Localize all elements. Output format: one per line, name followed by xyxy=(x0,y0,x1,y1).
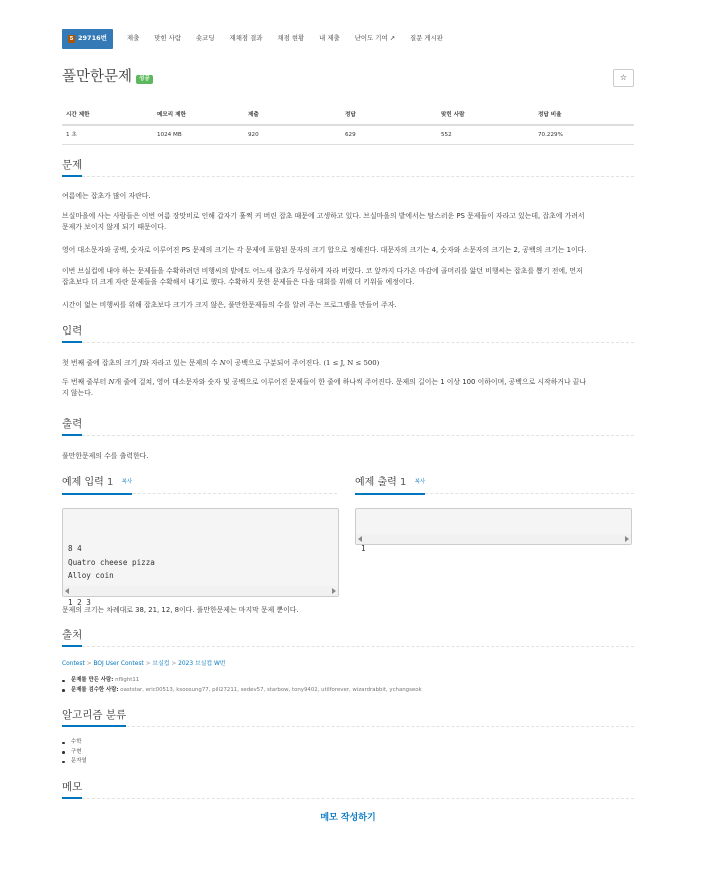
description-paragraph: 영어 대소문자와 공백, 숫자로 이루어진 PS 문제의 크기는 각 문제에 포함된 문자의 크기 합으로 정해진다. 대문자의 크기는 4, 숫자와 소문자의 크기는 2, 공백의 크기는 1이다. xyxy=(62,246,587,254)
sample-output-label: 예제 출력 xyxy=(355,477,397,488)
section-divider xyxy=(62,435,634,436)
sample-output-box[interactable] xyxy=(355,508,632,545)
description-line: 잡초보다 더 크게 자란 문제들을 수확해서 내기로 했다. 수확하지 못한 문제들은 다음 대회를 위해 더 키워둘 예정이다. xyxy=(62,278,415,287)
input-paragraph xyxy=(62,358,634,369)
math-variable: N xyxy=(219,359,226,367)
table-header: 정답 비율 xyxy=(534,106,634,125)
horizontal-scrollbar[interactable] xyxy=(63,586,338,596)
table-cell: 1 초 xyxy=(62,125,153,145)
table-header: 제출 xyxy=(244,106,341,125)
star-icon: ☆ xyxy=(619,73,628,82)
list-item xyxy=(62,686,422,696)
credit-label: 문제를 만든 사람: xyxy=(71,677,114,683)
output-paragraph: 풀만한문제의 수를 출력한다. xyxy=(62,452,149,460)
section-title-algorithms: 알고리즘 분류 xyxy=(62,708,126,727)
reviewer-links[interactable]: oaststar, eric00513, ksoosung77, pill27211, sedev57, starbow, tony9402, utilforever, wizardrabbit, ychangseok xyxy=(120,686,422,693)
credit-label: 문제를 검수한 사람: xyxy=(71,686,119,693)
menu-submit[interactable]: 제출 xyxy=(126,34,140,43)
breadcrumb-link[interactable]: Contest xyxy=(62,661,85,667)
algorithm-tag[interactable]: 문자열 xyxy=(71,758,87,764)
description-line: 문제가 보이지 않게 되기 때문이다. xyxy=(62,223,167,232)
source-credits xyxy=(62,676,422,695)
description-paragraph: 여름에는 잡초가 많이 자란다. xyxy=(62,192,151,200)
input-text: 이 공백으로 구분되어 주어진다. xyxy=(225,359,324,367)
section-divider xyxy=(62,342,634,343)
breadcrumb-separator: > xyxy=(86,661,92,667)
problem-id-tab[interactable] xyxy=(62,29,113,49)
scroll-right-icon[interactable] xyxy=(332,588,336,594)
description-line: 이번 브실컵에 내야 하는 문제들을 수확하려던 비행씨의 밭에도 어느새 잡초가 무성하게 자라 버렸다. 코 앞까지 다가온 마감에 골머리를 앓던 비행씨는 잡초를 뽑기 전에, 먼저 xyxy=(62,267,583,275)
input-text: 두 번째 줄부터 xyxy=(62,378,109,386)
section-divider xyxy=(62,646,634,647)
algorithm-tag[interactable]: 수학 xyxy=(71,739,82,745)
table-header: 맞힌 사람 xyxy=(437,106,534,125)
table-header: 정답 xyxy=(341,106,437,125)
section-divider xyxy=(62,176,634,177)
table-header: 시간 제한 xyxy=(62,106,153,125)
math-constraint: (1 ≤ J, N ≤ 500) xyxy=(323,359,380,367)
menu-rejudge[interactable]: 재채점 결과 xyxy=(229,34,263,43)
section-title-memo: 메모 xyxy=(62,780,82,799)
write-memo-button[interactable]: 메모 작성하기 xyxy=(320,813,376,823)
sample-input-label: 예제 입력 xyxy=(62,477,104,488)
section-title-input: 입력 xyxy=(62,324,82,343)
list-item[interactable] xyxy=(62,738,87,748)
table-cell: 1024 MB xyxy=(153,125,244,145)
list-item[interactable] xyxy=(62,748,87,758)
menu-qna[interactable]: 질문 게시판 xyxy=(410,34,443,43)
input-paragraph xyxy=(62,377,634,399)
problem-id-label: 29716번 xyxy=(78,34,107,43)
math-variable: J xyxy=(139,359,143,367)
sample-input-number: 1 xyxy=(107,477,114,488)
table-row xyxy=(62,125,634,145)
breadcrumb-separator: > xyxy=(145,661,151,667)
table-cell: 629 xyxy=(341,125,437,145)
input-text: 와 자라고 있는 문제의 수 xyxy=(142,359,220,367)
breadcrumb-separator: > xyxy=(171,661,177,667)
horizontal-scrollbar[interactable] xyxy=(356,534,631,544)
description-line: 브실마을에 사는 사람들은 이번 여름 장맛비로 인해 갑자기 훌쩍 커 버린 잡초 때문에 고생하고 있다. 브실마을의 밭에서는 탐스러운 PS 문제들이 자라고 있는데, 잡초에 가려서 xyxy=(62,212,585,220)
copy-output-button[interactable]: 복사 xyxy=(414,479,426,485)
favorite-button[interactable] xyxy=(613,69,634,87)
page-title: 풀만한문제 xyxy=(62,69,133,86)
menu-status[interactable]: 채점 현황 xyxy=(277,34,305,43)
math-variable: N xyxy=(108,378,115,386)
breadcrumb xyxy=(62,660,225,669)
description-paragraph xyxy=(62,266,634,288)
sample-input-box[interactable] xyxy=(62,508,339,597)
problem-info-table xyxy=(62,106,634,145)
section-title-source: 출처 xyxy=(62,628,82,647)
sample-output-number: 1 xyxy=(400,477,407,488)
external-link-icon: ↗ xyxy=(389,34,396,43)
scroll-right-icon[interactable] xyxy=(625,536,629,542)
sample-output-title xyxy=(355,476,425,495)
list-item[interactable] xyxy=(62,757,87,767)
section-title-output: 출력 xyxy=(62,417,82,436)
description-paragraph xyxy=(62,211,634,233)
sample-input-title xyxy=(62,476,132,495)
list-item xyxy=(62,676,422,686)
input-line xyxy=(62,377,634,388)
status-badge: 성공 xyxy=(136,75,153,85)
input-line: 지 않는다. xyxy=(62,389,94,398)
menu-my-submissions[interactable]: 내 제출 xyxy=(319,34,340,43)
table-cell: 920 xyxy=(244,125,341,145)
sample-explanation: 문제의 크기는 차례대로 38, 21, 12, 8이다. 풀만한문제는 마지막 문제 뿐이다. xyxy=(62,606,299,614)
menu-short-coding[interactable]: 숏코딩 xyxy=(196,34,215,43)
input-text: 개 줄에 걸쳐, 영어 대소문자와 숫자 및 공백으로 이루어진 문제들이 한 줄에 하나씩 주어진다. 문제의 길이는 1 이상 100 이하이며, 공백으로 시작하거나 끝나 xyxy=(114,378,587,386)
sample-input-text: 8 4 Quatro cheese pizza Alloy coin xyxy=(68,544,155,580)
sample-output-text xyxy=(361,542,626,556)
table-cell: 552 xyxy=(437,125,534,145)
scroll-left-icon[interactable] xyxy=(358,536,362,542)
menu-solvers[interactable]: 맞힌 사람 xyxy=(154,34,181,43)
table-cell: 70.229% xyxy=(534,125,634,145)
input-text: 첫 번째 줄에 잡초의 크기 xyxy=(62,359,140,367)
menu-difficulty-label: 난이도 기여 xyxy=(354,34,388,43)
algorithm-tags xyxy=(62,738,87,767)
breadcrumb-link[interactable]: 2023 브실컵 W번 xyxy=(178,661,226,667)
menu-difficulty[interactable] xyxy=(355,34,395,43)
algorithm-tag[interactable]: 구현 xyxy=(71,748,82,755)
section-divider xyxy=(62,726,634,727)
table-header: 메모리 제한 xyxy=(153,106,244,125)
section-divider xyxy=(62,798,634,799)
tier-icon: 5 xyxy=(69,36,74,42)
copy-input-button[interactable]: 복사 xyxy=(121,479,133,485)
author-link[interactable]: nflight11 xyxy=(115,677,140,683)
problem-header xyxy=(62,66,634,90)
problem-menu xyxy=(62,29,443,49)
description-paragraph: 시간이 없는 비행씨를 위해 잡초보다 크기가 크지 않은, 풀만한문제들의 수를 알려 주는 프로그램을 만들어 주자. xyxy=(62,301,397,309)
table-header-row xyxy=(62,106,634,125)
breadcrumb-link[interactable]: 브실컵 xyxy=(152,661,170,667)
breadcrumb-link[interactable]: BOJ User Contest xyxy=(93,661,144,667)
section-title-description: 문제 xyxy=(62,158,82,177)
scroll-left-icon[interactable] xyxy=(65,588,69,594)
